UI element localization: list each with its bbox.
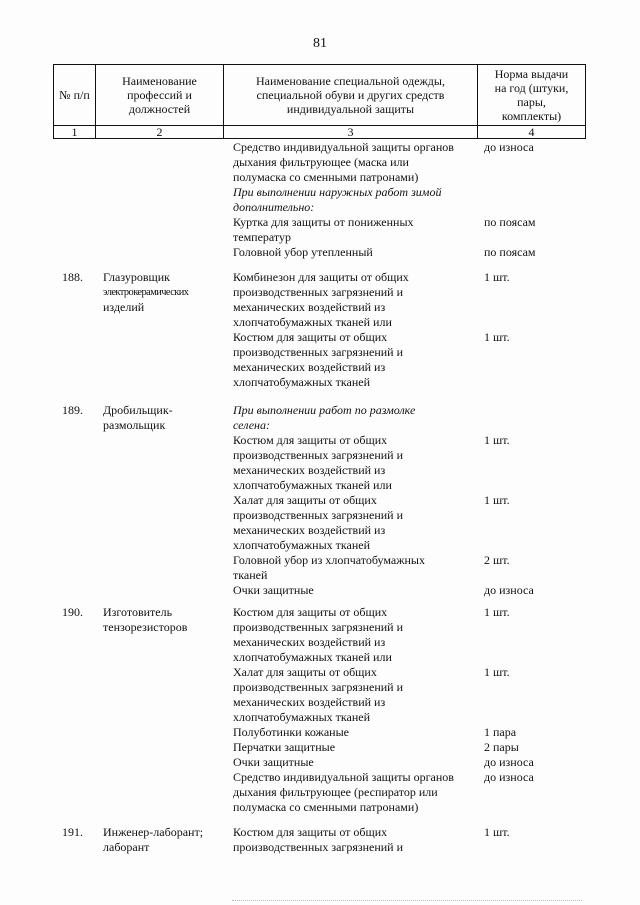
issue-norm: 2 шт. <box>484 553 510 567</box>
quantity-cell <box>484 140 584 260</box>
ppe-item <box>233 433 481 493</box>
issue-norm: 1 шт. <box>484 605 510 619</box>
ppe-item-line: механических воздействий из <box>233 360 386 374</box>
ppe-item-line: механических воздействий из <box>233 695 386 709</box>
ppe-item-line: производственных загрязнений и <box>233 285 404 299</box>
profession-line: Дробильщик- <box>103 403 173 417</box>
quantity-slot <box>484 665 584 725</box>
row-number: 190. <box>62 605 83 619</box>
quantity-slot <box>484 433 584 493</box>
ppe-item-line: тканей <box>233 568 268 582</box>
items-cell <box>233 403 481 598</box>
ppe-item <box>233 245 481 260</box>
ppe-item-line: Костюм для защиты от общих <box>233 330 388 344</box>
issue-norm: до износа <box>484 583 534 597</box>
ppe-item <box>233 755 481 770</box>
table-header <box>53 64 586 139</box>
header-quantity-line: на год (штуки, <box>494 81 569 95</box>
quantity-slot <box>484 755 584 770</box>
ppe-item-line: производственных загрязнений и <box>233 680 404 694</box>
quantity-slot <box>484 770 584 815</box>
ppe-item-line: хлопчатобумажных тканей <box>233 710 371 724</box>
row-number: 191. <box>62 825 83 839</box>
ppe-item <box>233 740 481 755</box>
quantity-cell <box>484 825 584 855</box>
quantity-slot <box>484 583 584 598</box>
ppe-item-line: хлопчатобумажных тканей или <box>233 650 392 664</box>
ppe-item-line: полумаска со сменными патронами) <box>233 800 419 814</box>
quantity-slot <box>484 740 584 755</box>
items-cell <box>233 270 481 390</box>
ppe-item <box>233 725 481 740</box>
column-number-1: 1 <box>54 126 96 139</box>
issue-norm: до износа <box>484 755 534 769</box>
ppe-item-line: температур <box>233 230 292 244</box>
ppe-item-line: Головной убор из хлопчатобумажных <box>233 553 425 567</box>
ppe-item-line: селена: <box>233 418 271 432</box>
quantity-slot <box>484 553 584 583</box>
items-cell <box>233 140 481 260</box>
ppe-item <box>233 770 481 815</box>
ppe-item <box>233 493 481 553</box>
header-number: № п/п <box>54 65 96 126</box>
ppe-item <box>233 330 481 390</box>
quantity-slot <box>484 605 584 665</box>
header-items <box>224 65 478 126</box>
ppe-item-line: хлопчатобумажных тканей <box>233 538 371 552</box>
column-number-4: 4 <box>478 126 586 139</box>
ppe-item <box>233 825 481 855</box>
profession-name <box>103 605 231 635</box>
ppe-item-line: производственных загрязнений и <box>233 345 404 359</box>
ppe-item <box>233 403 481 433</box>
quantity-slot <box>484 270 584 330</box>
header-items-line: специальной обуви и других средств <box>256 88 445 102</box>
header-quantity <box>478 65 586 126</box>
ppe-item-line: механических воздействий из <box>233 635 386 649</box>
quantity-slot <box>484 245 584 260</box>
ppe-item <box>233 583 481 598</box>
profession-line: Инженер-лаборант; <box>103 825 204 839</box>
header-profession-line: должностей <box>128 102 191 116</box>
items-cell <box>233 605 481 815</box>
header-items-line: индивидуальной защиты <box>286 102 415 116</box>
quantity-cell <box>484 605 584 815</box>
ppe-item-line: Очки защитные <box>233 583 314 597</box>
ppe-item <box>233 270 481 330</box>
quantity-slot <box>484 493 584 553</box>
quantity-slot <box>484 215 584 245</box>
issue-norm: 2 пары <box>484 740 519 754</box>
ppe-item-line: Очки защитные <box>233 755 314 769</box>
issue-norm: 1 шт. <box>484 493 510 507</box>
profession-line: Изготовитель <box>103 605 173 619</box>
quantity-slot <box>484 140 584 185</box>
quantity-slot <box>484 330 584 390</box>
ppe-item-line: При выполнении наружных работ зимой <box>233 185 442 199</box>
ppe-item-line: Халат для защиты от общих <box>233 493 377 507</box>
issue-norm: по поясам <box>484 215 536 229</box>
row-number: 188. <box>62 270 83 284</box>
header-quantity-line: пары, <box>517 95 546 109</box>
ppe-item-line: хлопчатобумажных тканей или <box>233 315 392 329</box>
quantity-slot <box>484 185 584 215</box>
profession-line: размольщик <box>103 418 166 432</box>
issue-norm: 1 шт. <box>484 270 510 284</box>
ppe-item-line: хлопчатобумажных тканей <box>233 375 371 389</box>
header-profession-line: профессий и <box>127 88 192 102</box>
profession-line: лаборант <box>103 840 150 854</box>
profession-line: Глазуровщик <box>103 270 170 284</box>
ppe-item-line: Куртка для защиты от пониженных <box>233 215 414 229</box>
ppe-item-line: дополнительно: <box>233 200 315 214</box>
items-cell <box>233 825 481 855</box>
issue-norm: по поясам <box>484 245 536 259</box>
header-profession <box>96 65 224 126</box>
quantity-slot <box>484 403 584 433</box>
issue-norm: 1 шт. <box>484 433 510 447</box>
ppe-item-line: хлопчатобумажных тканей или <box>233 478 392 492</box>
ppe-item-line: механических воздействий из <box>233 523 386 537</box>
ppe-item-line: Перчатки защитные <box>233 740 336 754</box>
row-number: 189. <box>62 403 83 417</box>
quantity-slot <box>484 825 584 855</box>
profession-name <box>103 403 231 433</box>
ppe-item-line: производственных загрязнений и <box>233 840 404 854</box>
ppe-item-line: Костюм для защиты от общих <box>233 433 388 447</box>
issue-norm: 1 пара <box>484 725 517 739</box>
header-quantity-line: комплекты) <box>501 109 562 123</box>
ppe-item-line: Костюм для защиты от общих <box>233 605 388 619</box>
ppe-item-line: Средство индивидуальной защиты органов <box>233 140 454 154</box>
ppe-item-line: дыхания фильтрующее (маска или <box>233 155 409 169</box>
profession-line: изделий <box>103 300 145 314</box>
profession-line: тензорезисторов <box>103 620 188 634</box>
ppe-item-line: производственных загрязнений и <box>233 620 404 634</box>
ppe-item-line: Средство индивидуальной защиты органов <box>233 770 454 784</box>
ppe-item <box>233 665 481 725</box>
page-edge <box>232 900 582 901</box>
ppe-item <box>233 215 481 245</box>
quantity-slot <box>484 725 584 740</box>
ppe-item-line: При выполнении работ по размолке <box>233 403 416 417</box>
ppe-item-line: Головной убор утепленный <box>233 245 373 259</box>
ppe-item-line: механических воздействий из <box>233 300 386 314</box>
issue-norm: до износа <box>484 770 534 784</box>
ppe-item-line: производственных загрязнений и <box>233 448 404 462</box>
quantity-cell <box>484 403 584 598</box>
issue-norm: до износа <box>484 140 534 154</box>
quantity-cell <box>484 270 584 390</box>
column-number-3: 3 <box>224 126 478 139</box>
ppe-item-line: Халат для защиты от общих <box>233 665 377 679</box>
ppe-item-line: дыхания фильтрующее (респиратор или <box>233 785 438 799</box>
ppe-item <box>233 140 481 185</box>
ppe-item-line: Костюм для защиты от общих <box>233 825 388 839</box>
profession-name <box>103 825 231 855</box>
ppe-item-line: Полуботинки кожаные <box>233 725 349 739</box>
column-number-2: 2 <box>96 126 224 139</box>
ppe-item <box>233 553 481 583</box>
issue-norm: 1 шт. <box>484 825 510 839</box>
ppe-item <box>233 185 481 215</box>
issue-norm: 1 шт. <box>484 665 510 679</box>
ppe-item-line: полумаска со сменными патронами) <box>233 170 419 184</box>
header-quantity-line: Норма выдачи <box>494 67 569 81</box>
issue-norm: 1 шт. <box>484 330 510 344</box>
header-items-line: Наименование специальной одежды, <box>256 74 445 88</box>
page-number: 81 <box>313 36 327 51</box>
profession-line: электрокерамических <box>103 287 189 298</box>
ppe-item-line: производственных загрязнений и <box>233 508 404 522</box>
profession-name <box>103 270 231 315</box>
ppe-item-line: механических воздействий из <box>233 463 386 477</box>
ppe-item <box>233 605 481 665</box>
header-profession-line: Наименование <box>122 74 197 88</box>
ppe-item-line: Комбинезон для защиты от общих <box>233 270 409 284</box>
